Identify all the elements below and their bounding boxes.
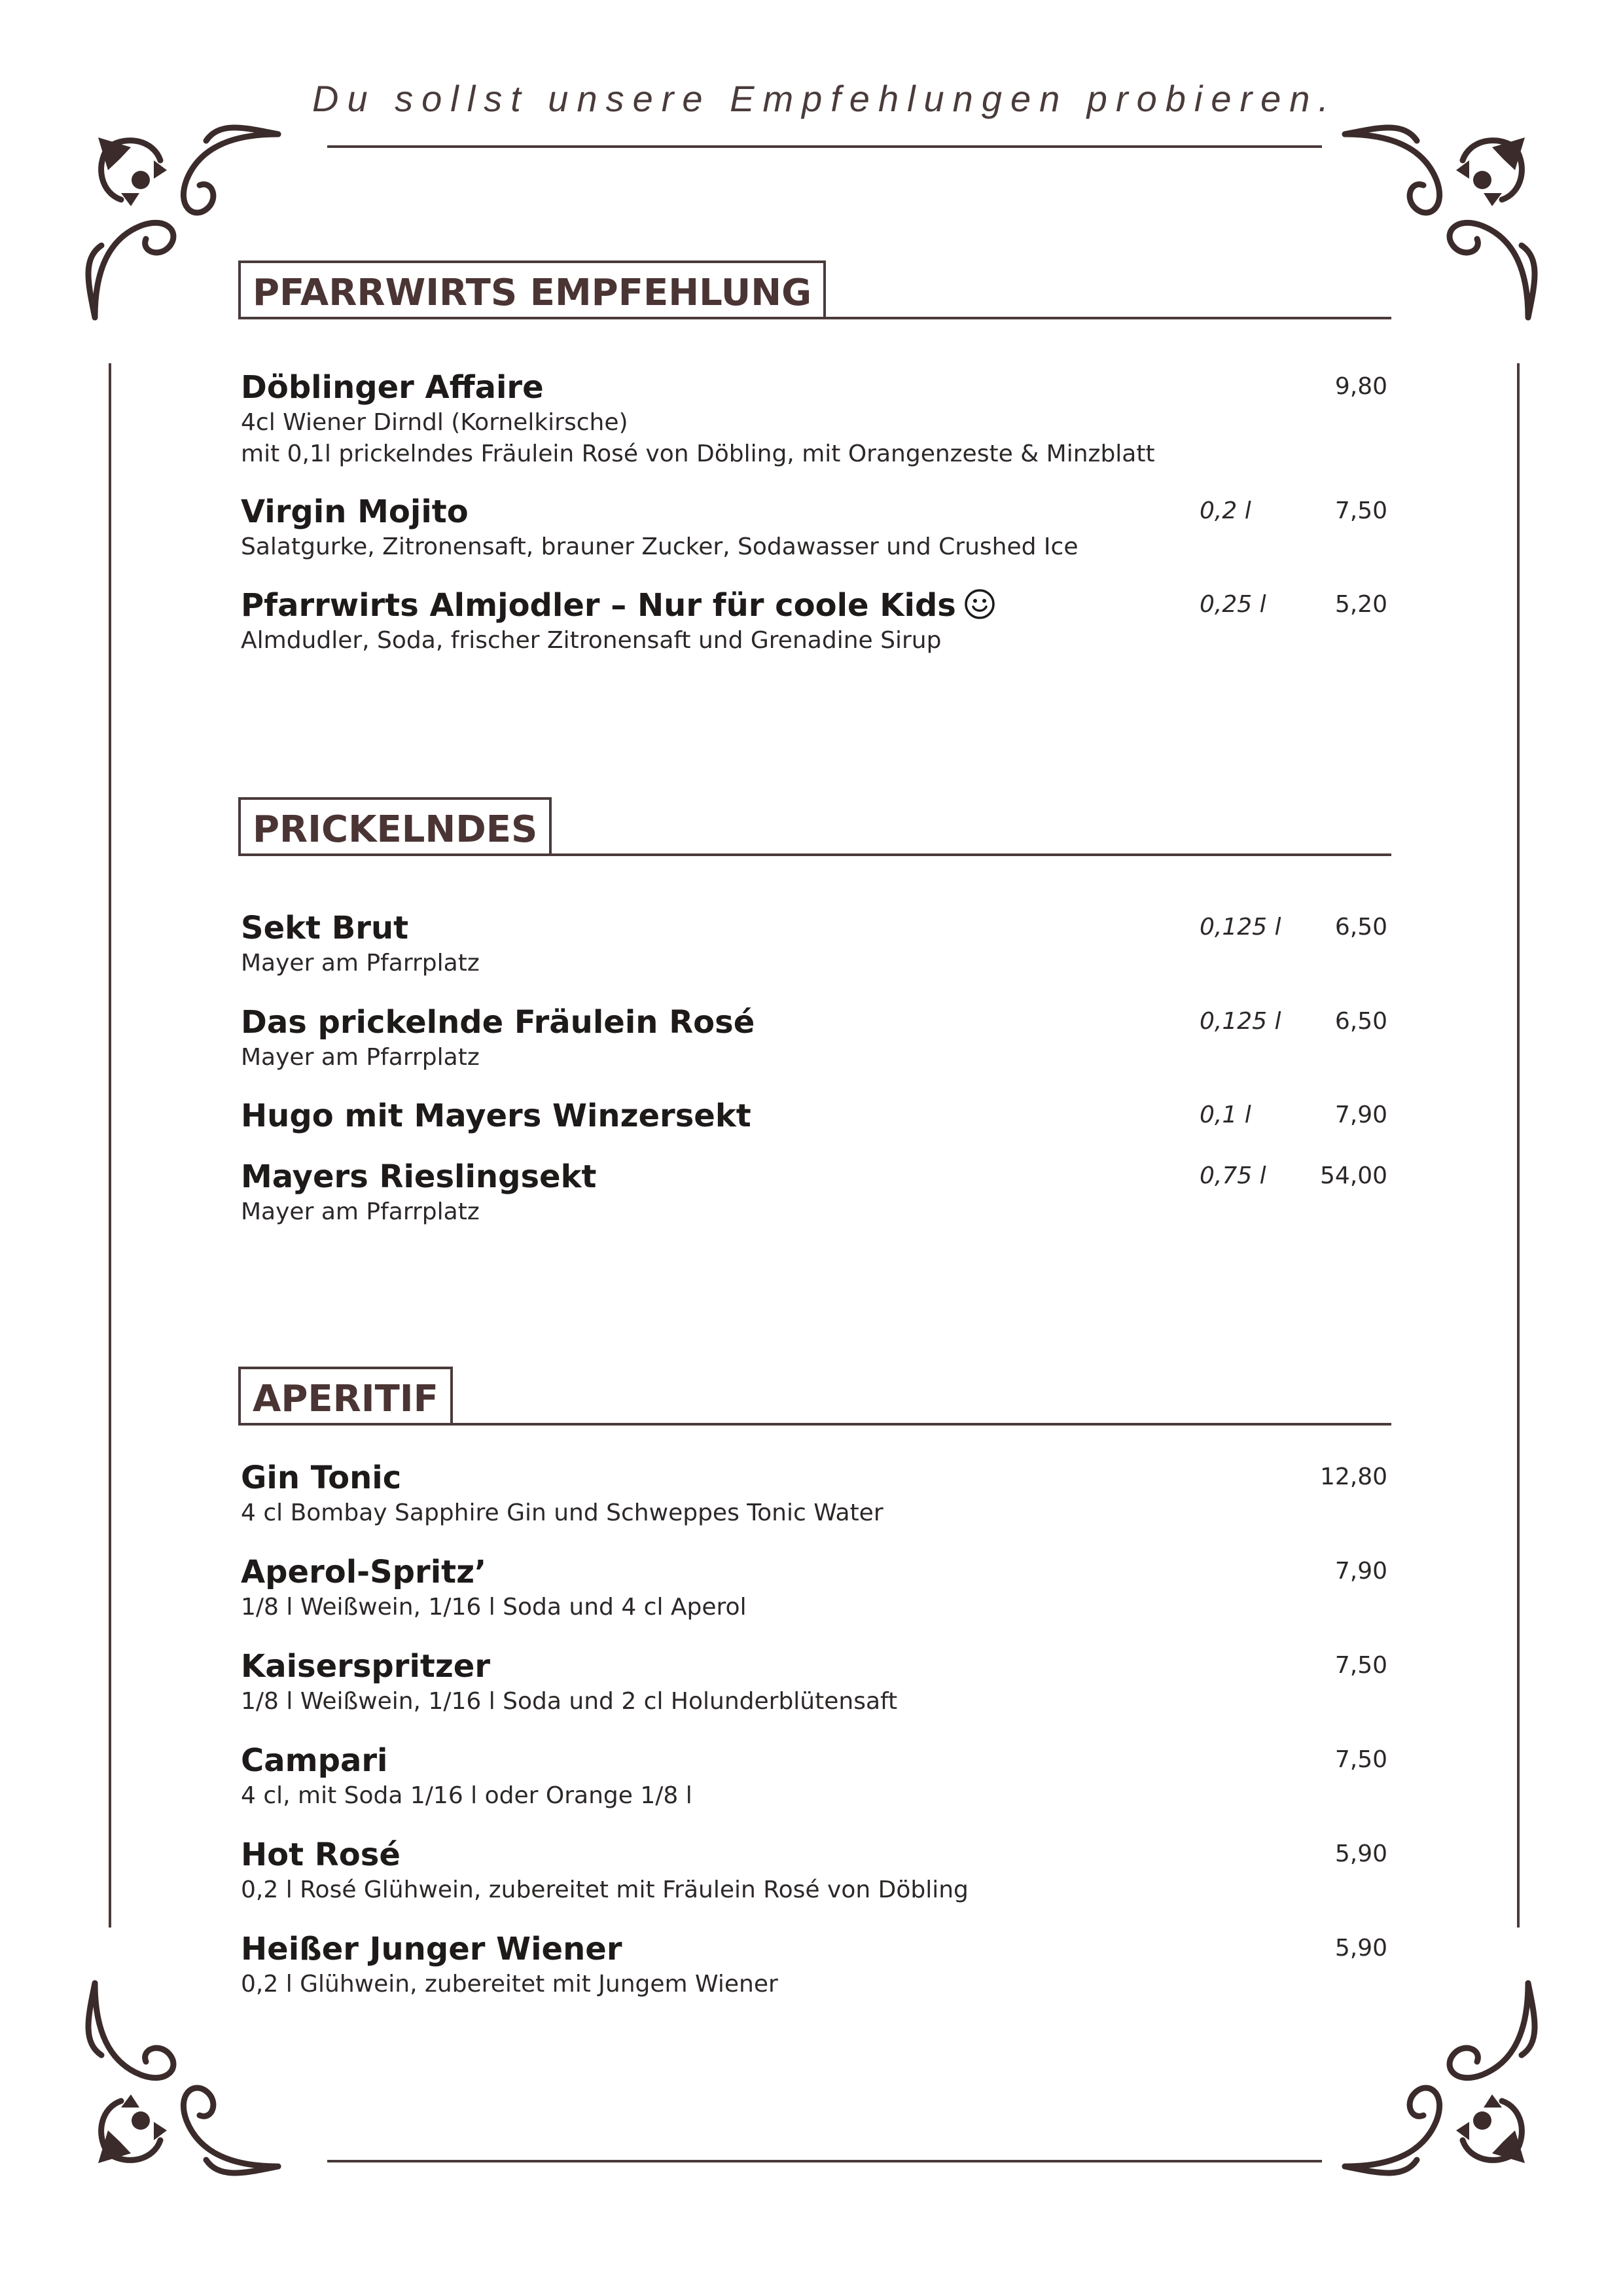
section-header — [238, 1367, 1391, 1435]
section-header — [238, 797, 1391, 865]
menu-item — [241, 492, 1387, 563]
bottom-rule — [327, 2160, 1322, 2162]
item-price: 9,80 — [1334, 373, 1387, 400]
section-header — [238, 260, 1391, 329]
menu-item — [241, 1929, 1387, 2000]
item-price: 5,90 — [1334, 1935, 1387, 1962]
item-price: 7,50 — [1334, 497, 1387, 524]
menu-item — [241, 1458, 1387, 1529]
item-size: 0,75 l — [1200, 1162, 1266, 1189]
item-price: 5,20 — [1334, 591, 1387, 618]
menu-item — [241, 1003, 1387, 1073]
item-price: 54,00 — [1319, 1162, 1387, 1189]
page-tagline: Du sollst unsere Empfehlungen probieren. — [312, 78, 1337, 119]
item-name: Virgin Mojito — [241, 493, 469, 530]
item-description: 0,2 l Glühwein, zubereitet mit Jungem Wiener — [241, 1971, 778, 1998]
item-name: Sekt Brut — [241, 910, 409, 946]
item-price: 7,90 — [1334, 1102, 1387, 1128]
item-size: 0,2 l — [1200, 497, 1251, 524]
item-description: 1/8 l Weißwein, 1/16 l Soda und 2 cl Holunderblütensaft — [241, 1688, 898, 1715]
menu-item — [241, 1835, 1387, 1906]
menu-item — [241, 586, 1387, 656]
item-name: Pfarrwirts Almjodler – Nur für coole Kids — [241, 587, 956, 624]
section-rule — [238, 317, 1391, 319]
item-name: Hugo mit Mayers Winzersekt — [241, 1098, 751, 1134]
section-title: PRICKELNDES — [238, 797, 552, 853]
item-price: 6,50 — [1334, 1008, 1387, 1035]
top-rule — [327, 145, 1322, 148]
item-size: 0,1 l — [1200, 1102, 1251, 1128]
item-description: 1/8 l Weißwein, 1/16 l Soda und 4 cl Aperol — [241, 1594, 747, 1621]
item-size: 0,125 l — [1200, 1008, 1281, 1035]
item-name: Das prickelnde Fräulein Rosé — [241, 1004, 755, 1041]
section-title: PFARRWIRTS EMPFEHLUNG — [238, 260, 826, 317]
item-size: 0,125 l — [1200, 914, 1281, 941]
item-description: Mayer am Pfarrplatz — [241, 1044, 480, 1071]
left-frame-line — [109, 363, 111, 1928]
item-price: 6,50 — [1334, 914, 1387, 941]
item-name: Aperol-Spritz’ — [241, 1554, 487, 1590]
item-description: Almdudler, Soda, frischer Zitronensaft und Grenadine Sirup — [241, 627, 942, 654]
item-name: Mayers Rieslingsekt — [241, 1158, 597, 1195]
item-description: 0,2 l Rosé Glühwein, zubereitet mit Fräulein Rosé von Döbling — [241, 1876, 969, 1903]
item-name: Döblinger Affaire — [241, 369, 544, 406]
smiley-icon — [964, 588, 995, 620]
item-name: Heißer Junger Wiener — [241, 1931, 622, 1967]
item-price: 5,90 — [1334, 1840, 1387, 1867]
item-price: 7,50 — [1334, 1746, 1387, 1773]
corner-flourish-icon — [69, 1977, 285, 2193]
menu-item — [241, 1741, 1387, 1812]
menu-item — [241, 1552, 1387, 1623]
item-description: Mayer am Pfarrplatz — [241, 950, 480, 977]
menu-item — [241, 1647, 1387, 1717]
item-price: 7,90 — [1334, 1558, 1387, 1585]
item-price: 12,80 — [1319, 1463, 1387, 1490]
item-price: 7,50 — [1334, 1652, 1387, 1679]
menu-item — [241, 1096, 1387, 1136]
item-name: Kaiserspritzer — [241, 1648, 490, 1685]
item-name: Gin Tonic — [241, 1460, 402, 1496]
item-description: Mayer am Pfarrplatz — [241, 1198, 480, 1225]
section-rule — [238, 853, 1391, 856]
item-size: 0,25 l — [1200, 591, 1266, 618]
corner-flourish-icon — [1338, 1977, 1554, 2193]
right-frame-line — [1517, 363, 1520, 1928]
menu-item — [241, 908, 1387, 979]
item-name: Hot Rosé — [241, 1837, 401, 1873]
item-description: 4cl Wiener Dirndl (Kornelkirsche) — [241, 409, 628, 436]
section-rule — [238, 1423, 1391, 1426]
menu-item — [241, 368, 1387, 470]
menu-item — [241, 1157, 1387, 1228]
item-description: 4 cl, mit Soda 1/16 l oder Orange 1/8 l — [241, 1782, 692, 1809]
item-description: mit 0,1l prickelndes Fräulein Rosé von Döbling, mit Orangenzeste & Minzblatt — [241, 440, 1155, 467]
item-name: Campari — [241, 1742, 388, 1779]
item-description: 4 cl Bombay Sapphire Gin und Schweppes Tonic Water — [241, 1499, 883, 1526]
section-title: APERITIF — [238, 1367, 453, 1423]
item-description: Salatgurke, Zitronensaft, brauner Zucker, Sodawasser und Crushed Ice — [241, 533, 1079, 560]
